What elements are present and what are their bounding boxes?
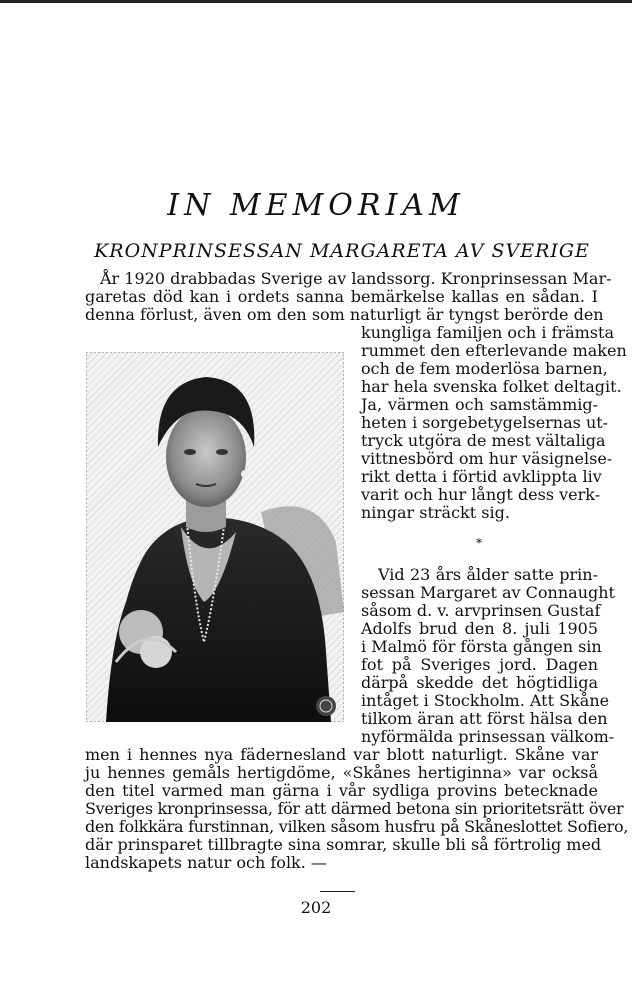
paragraph-line: rikt detta i förtid avklippta liv (361, 467, 602, 486)
paragraph-line: varit och hur långt dess verk- (361, 485, 601, 504)
page-top-edge (0, 0, 632, 3)
paragraph-line: där prinsparet tillbragte sina somrar, skulle bli så förtrolig med (85, 835, 602, 854)
paragraph-line: heten i sorgebetygelsernas ut- (361, 413, 609, 432)
section-separator: * (476, 536, 482, 550)
paragraph-line: kungliga familjen och i främsta (361, 323, 614, 342)
paragraph-line: ningar sträckt sig. (361, 503, 510, 522)
paragraph-line: den folkkära furstinnan, vilken såsom husfru på Skåneslottet Sofiero, (85, 817, 629, 836)
paragraph-line: landskapets natur och folk. — (85, 853, 327, 872)
paragraph-line: Adolfs brud den 8. juli 1905 (361, 619, 598, 638)
paragraph-line: har hela svenska folket deltagit. (361, 377, 622, 396)
paragraph-line: därpå skedde det högtidliga (361, 673, 598, 692)
paragraph-line: och de fem moderlösa barnen, (361, 359, 608, 378)
paragraph-line: såsom d. v. arvprinsen Gustaf (361, 601, 601, 620)
paragraph-line: Sveriges kronprinsessa, för att därmed betona sin prioritetsrätt över (85, 799, 624, 818)
page-title: IN MEMORIAM (167, 188, 465, 223)
paragraph-line: År 1920 drabbadas Sverige av landssorg. Kronprinsessan Mar- (100, 269, 612, 288)
paragraph-line: i Malmö för första gången sin (361, 637, 602, 656)
footer-rule (320, 891, 355, 892)
paragraph-line: intåget i Stockholm. Att Skåne (361, 691, 610, 710)
article-subtitle: KRONPRINSESSAN MARGARETA AV SVERIGE (94, 240, 590, 262)
paragraph-line: garetas död kan i ordets sanna bemärkelse kallas en sådan. I (85, 287, 598, 306)
paragraph-line: nyförmälda prinsessan välkom- (361, 727, 615, 746)
paragraph-line: tryck utgöra de mest vältaliga (361, 431, 606, 450)
paragraph-line: fot på Sveriges jord. Dagen (361, 655, 598, 674)
paragraph-line: men i hennes nya fädernesland var blott naturligt. Skåne var (85, 745, 598, 764)
paragraph-line: rummet den efterlevande maken (361, 341, 627, 360)
paragraph-line: den titel varmed man gärna i vår sydliga provins betecknade (85, 781, 598, 800)
paragraph-line: ju hennes gemåls hertigdöme, «Skånes hertiginna» var också (85, 763, 598, 782)
portrait-photo (86, 352, 344, 722)
page-number: 202 (300, 898, 332, 917)
paragraph-line: vittnesbörd om hur väsignelse- (361, 449, 613, 468)
paragraph-line: sessan Margaret av Connaught (361, 583, 615, 602)
paragraph-line: denna förlust, även om den som naturligt är tyngst berörde den (85, 305, 604, 324)
paragraph-line: tilkom äran att först hälsa den (361, 709, 608, 728)
paragraph-line: Vid 23 års ålder satte prin- (378, 565, 598, 584)
paragraph-line: Ja, värmen och samstämmig- (361, 395, 598, 414)
